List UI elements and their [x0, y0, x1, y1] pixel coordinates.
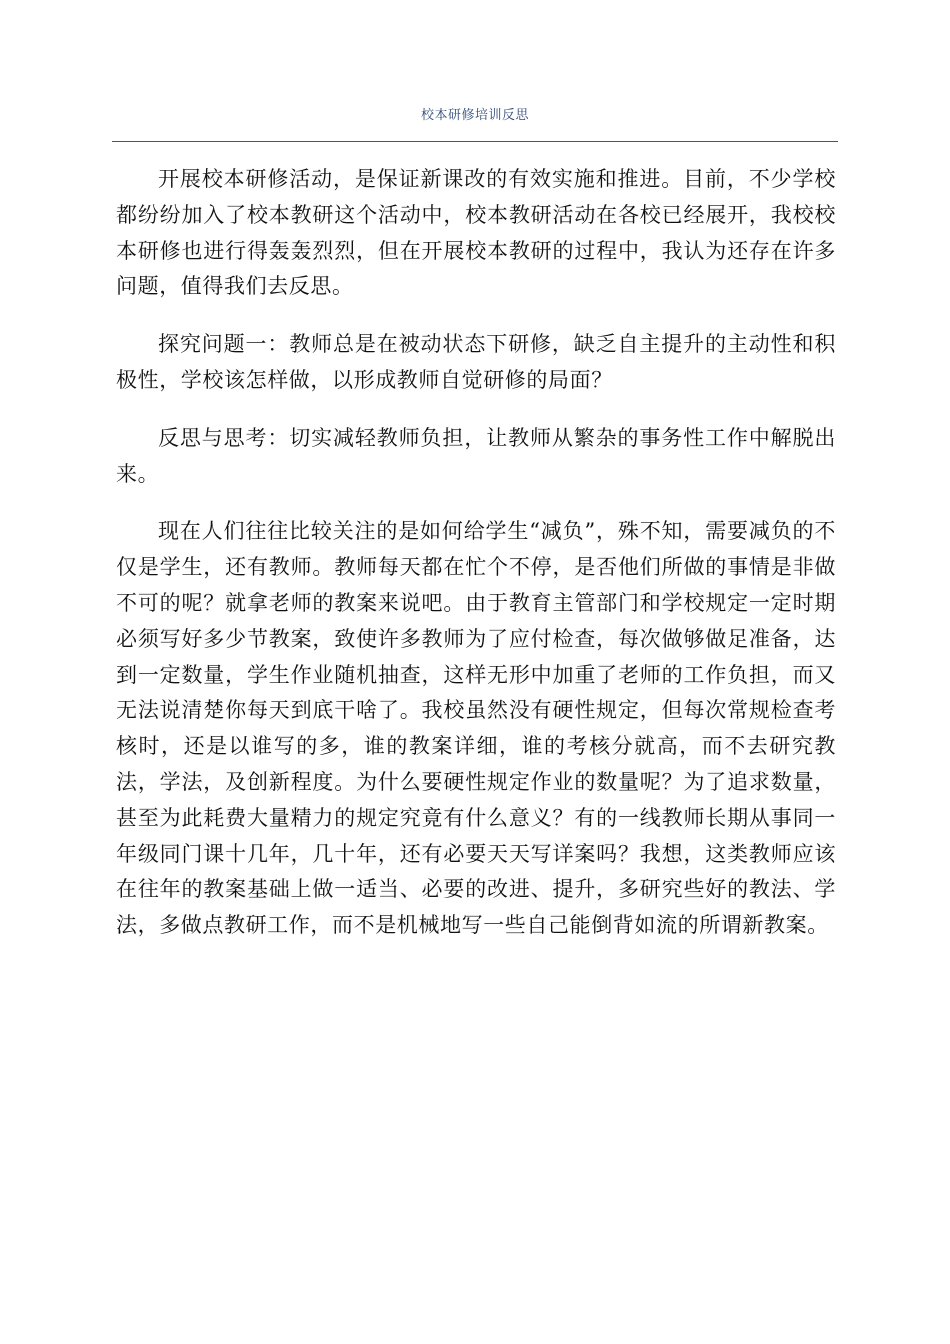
paragraph-question-one: 探究问题一：教师总是在被动状态下研修，缺乏自主提升的主动性和积极性，学校该怎样做，以形成教师自觉研修的局面？ [116, 332, 836, 392]
paragraph-intro: 开展校本研修活动，是保证新课改的有效实施和推进。目前，不少学校都纷纷加入了校本教研这个活动中，校本教研活动在各校已经展开，我校校本研修也进行得轰轰烈烈，但在开展校本教研的过程中，我认为还存在许多问题，值得我们去反思。 [116, 167, 836, 299]
page-header-title: 校本研修培训反思 [420, 108, 529, 123]
header-divider [112, 141, 838, 142]
document-body [116, 162, 836, 966]
paragraph-reflection: 反思与思考：切实减轻教师负担，让教师从繁杂的事务性工作中解脱出来。 [116, 425, 836, 486]
paragraph-discussion: 现在人们往往比较关注的是如何给学生“减负”，殊不知，需要减负的不仅是学生，还有教师。教师每天都在忙个不停，是否他们所做的事情是非做不可的呢？就拿老师的教案来说吧。由于教育主管部门和学校规定一定时期必须写好多少节教案，致使许多教师为了应付检查，每次做够做足准备，达到一定数量，学生作业随机抽查，这样无形中加重了老师的工作负担，而又无法说清楚你每天到底干啥了。我校虽然没有硬性规定，但每次常规检查考核时，还是以谁写的多，谁的教案详细，谁的考核分就高，而不去研究教法，学法，及创新程度。为什么要硬性规定作业的数量呢？为了追求数量，甚至为此耗费大量精力的规定究竟有什么意义？有的一线教师长期从事同一年级同门课十几年，几十年，还有必要天天写详案吗？我想，这类教师应该在往年的教案基础上做一适当、必要的改进、提升，多研究些好的教法、学法，多做点教研工作，而不是机械地写一些自己能倒背如流的所谓新教案。 [116, 519, 836, 938]
